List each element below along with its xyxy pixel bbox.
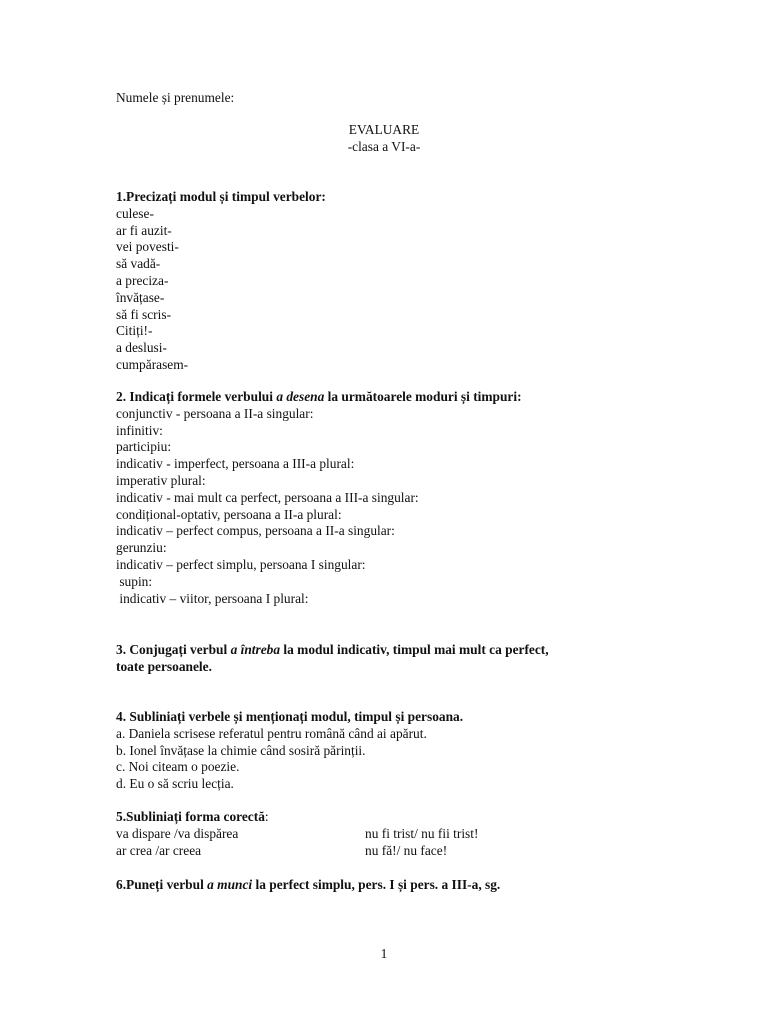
list-item: Citiți!- bbox=[116, 323, 153, 339]
option-left: ar crea /ar creea bbox=[116, 843, 202, 858]
list-item: a preciza- bbox=[116, 272, 169, 288]
question-6-text: 6.Puneți verbul bbox=[116, 877, 208, 892]
list-item: d. Eu o să scriu lecția. bbox=[116, 776, 234, 792]
question-4 bbox=[116, 709, 463, 793]
option-row-2 bbox=[116, 843, 201, 860]
list-item: cumpărasem- bbox=[116, 356, 189, 372]
question-6-verb: a munci bbox=[207, 877, 253, 892]
list-item: imperativ plural: bbox=[116, 472, 206, 488]
name-line: Numele și prenumele: bbox=[116, 90, 235, 105]
list-item: supin: bbox=[116, 573, 153, 589]
list-item: indicativ – perfect compus, persoana a II-a singular: bbox=[116, 523, 395, 539]
question-3 bbox=[116, 642, 549, 676]
question-2-heading-rest: la următoarele moduri și timpuri: bbox=[324, 389, 522, 404]
list-item: infinitiv: bbox=[116, 422, 163, 438]
question-3-line-2: toate persoanele. bbox=[116, 658, 212, 674]
question-2-heading bbox=[116, 389, 522, 406]
list-item: vei povesti- bbox=[116, 239, 179, 255]
list-item: indicativ – perfect simplu, persoana I singular: bbox=[116, 556, 366, 572]
list-item: gerunziu: bbox=[116, 540, 167, 556]
question-5-heading bbox=[116, 809, 656, 826]
option-right: nu fă!/ nu face! bbox=[365, 843, 448, 858]
question-6-text-rest: la perfect simplu, pers. I și pers. a III-a, sg. bbox=[252, 877, 501, 892]
question-1-heading: 1.Precizați modul și timpul verbelor: bbox=[116, 189, 326, 204]
option-right: nu fi trist/ nu fii trist! bbox=[365, 826, 479, 841]
list-item: să vadă- bbox=[116, 256, 161, 272]
question-2 bbox=[116, 389, 522, 607]
question-5-heading-text: 5.Subliniați forma corectă bbox=[116, 809, 265, 824]
list-item: culese- bbox=[116, 205, 154, 221]
option-row-1 bbox=[116, 826, 238, 843]
list-item: indicativ - mai mult ca perfect, persoana a III-a singular: bbox=[116, 489, 419, 505]
list-item: c. Noi citeam o poezie. bbox=[116, 759, 240, 775]
list-item: ar fi auzit- bbox=[116, 222, 172, 238]
question-1 bbox=[116, 189, 326, 374]
list-item: b. Ionel învățase la chimie când sosiră părinții. bbox=[116, 742, 366, 758]
list-item: indicativ - imperfect, persoana a III-a plural: bbox=[116, 456, 355, 472]
document-subtitle: -clasa a VI-a- bbox=[347, 139, 421, 154]
question-5-colon: : bbox=[264, 809, 269, 824]
question-2-heading-text: 2. Indicați formele verbului bbox=[116, 389, 277, 404]
list-item: învățase- bbox=[116, 289, 165, 305]
question-5 bbox=[116, 809, 656, 861]
list-item: condițional-optativ, persoana a II-a plural: bbox=[116, 506, 342, 522]
document-title: EVALUARE bbox=[348, 122, 420, 137]
question-6 bbox=[116, 877, 500, 894]
question-3-text: 3. Conjugați verbul bbox=[116, 642, 231, 657]
list-item: a. Daniela scrisese referatul pentru română când ai apărut. bbox=[116, 725, 427, 741]
list-item: participiu: bbox=[116, 439, 172, 455]
list-item: a deslusi- bbox=[116, 340, 167, 356]
option-left: va dispare /va dispărea bbox=[116, 826, 239, 841]
page-number: 1 bbox=[380, 946, 388, 961]
question-2-verb: a desena bbox=[276, 389, 325, 404]
list-item: indicativ – viitor, persoana I plural: bbox=[116, 590, 309, 606]
question-3-text-rest: la modul indicativ, timpul mai mult ca perfect, bbox=[280, 642, 549, 657]
question-4-heading: 4. Subliniați verbele și menționați modul, timpul și persoana. bbox=[116, 709, 464, 724]
option-row-2-right bbox=[365, 843, 447, 860]
option-row-1-right bbox=[365, 826, 478, 843]
list-item: să fi scris- bbox=[116, 306, 172, 322]
list-item: conjunctiv - persoana a II-a singular: bbox=[116, 405, 314, 421]
question-3-line-1 bbox=[116, 642, 549, 659]
question-3-verb: a întreba bbox=[230, 642, 281, 657]
